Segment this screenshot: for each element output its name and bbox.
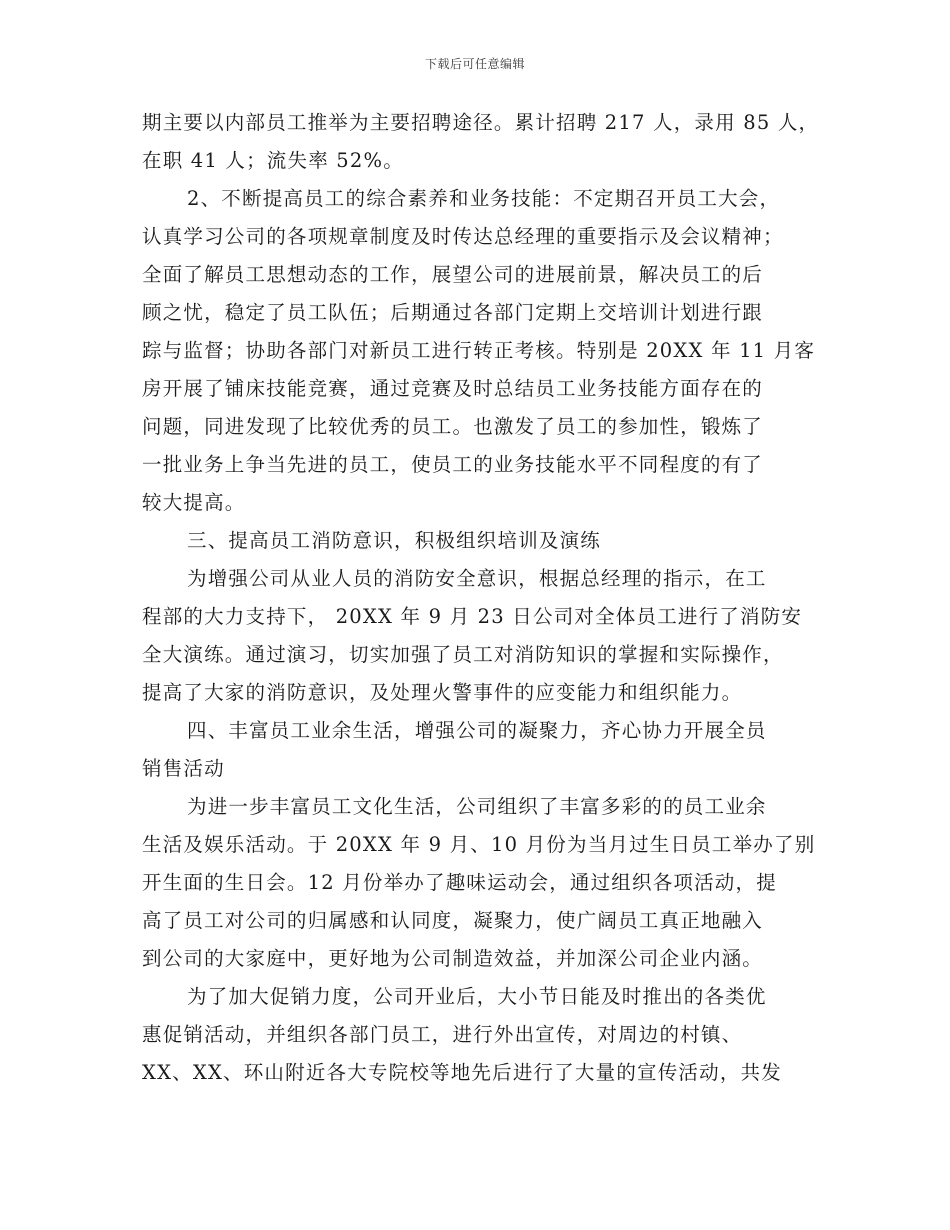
- text-line: 2、不断提高员工的综合素养和业务技能：不定期召开员工大会，: [187, 187, 781, 210]
- section-heading-continued: 销售活动: [142, 757, 225, 780]
- text-line: 为增强公司从业人员的消防安全意识，根据总经理的指示，在工: [187, 567, 767, 590]
- text-line: 在职 41 人；流失率 52%。: [142, 149, 404, 172]
- text-line: 认真学习公司的各项规章制度及时传达总经理的重要指示及会议精神；: [142, 225, 784, 248]
- text-line: 为进一步丰富员工文化生活，公司组织了丰富多彩的的员工业余: [187, 795, 767, 818]
- text-line: 全大演练。通过演习，切实加强了员工对消防知识的掌握和实际操作，: [142, 643, 784, 666]
- text-line: 程部的大力支持下， 20XX 年 9 月 23 日公司对全体员工进行了消防安: [142, 605, 803, 628]
- text-line: 期主要以内部员工推举为主要招聘途径。累计招聘 217 人，录用 85 人，: [142, 111, 820, 134]
- section-heading: 三、提高员工消防意识，积极组织培训及演练: [187, 529, 602, 552]
- text-line: 生活及娱乐活动。于 20XX 年 9 月、10 月份为当月过生日员工举办了别: [142, 833, 816, 856]
- text-line: XX、XX、环山附近各大专院校等地先后进行了大量的宣传活动，共发: [142, 1061, 782, 1084]
- text-line: 全面了解员工思想动态的工作，展望公司的进展前景，解决员工的后: [142, 263, 764, 286]
- text-line: 房开展了铺床技能竞赛，通过竞赛及时总结员工业务技能方面存在的: [142, 377, 764, 400]
- text-line: 惠促销活动，并组织各部门员工，进行外出宣传，对周边的村镇、: [142, 1023, 743, 1046]
- text-line: 踪与监督；协助各部门对新员工进行转正考核。特别是 20XX 年 11 月客: [142, 339, 816, 362]
- text-line: 到公司的大家庭中，更好地为公司制造效益，并加深公司企业内涵。: [142, 947, 764, 970]
- text-line: 开生面的生日会。12 月份举办了趣味运动会，通过组织各项活动，提: [142, 871, 777, 894]
- document-body: [142, 104, 820, 1092]
- text-line: 较大提高。: [142, 491, 246, 514]
- page-header: 下载后可任意编辑: [424, 57, 525, 71]
- text-line: 提高了大家的消防意识，及处理火警事件的应变能力和组织能力。: [142, 681, 743, 704]
- text-line: 顾之忧，稳定了员工队伍；后期通过各部门定期上交培训计划进行跟: [142, 301, 764, 324]
- text-line: 问题，同进发现了比较优秀的员工。也激发了员工的参加性，锻炼了: [142, 415, 764, 438]
- section-heading: 四、丰富员工业余生活，增强公司的凝聚力，齐心协力开展全员: [187, 719, 767, 742]
- text-line: 一批业务上争当先进的员工，使员工的业务技能水平不同程度的有了: [142, 453, 764, 476]
- text-line: 高了员工对公司的归属感和认同度，凝聚力，使广阔员工真正地融入: [142, 909, 764, 932]
- text-line: 为了加大促销力度，公司开业后，大小节日能及时推出的各类优: [187, 985, 767, 1008]
